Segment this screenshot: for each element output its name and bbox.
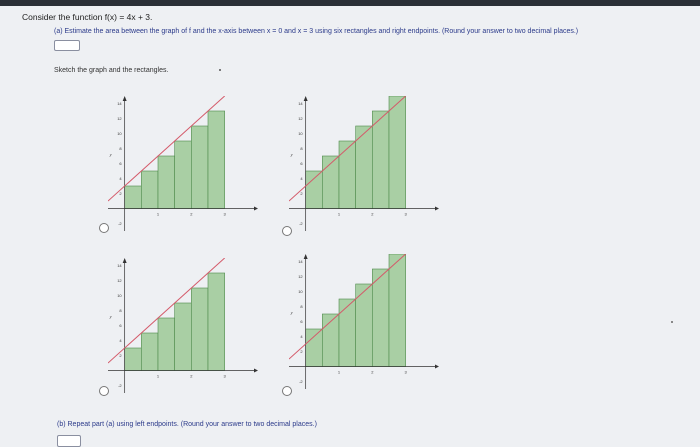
question-intro: Consider the function f(x) = 4x + 3. [22, 12, 153, 22]
x-tick-label: 3 [404, 369, 407, 375]
y-tick-label: 6 [119, 323, 122, 328]
rectangle [141, 333, 158, 371]
y-tick-label: 6 [300, 319, 303, 324]
x-tick-label: 2 [190, 211, 193, 217]
y-tick-label: 2 [300, 191, 303, 196]
y-tick-label: 10 [298, 289, 303, 294]
y-tick-label: -2 [299, 379, 303, 384]
y-tick-label: 14 [117, 263, 122, 268]
x-tick-label: 1 [156, 373, 160, 379]
y-tick-label: 4 [300, 176, 303, 181]
question-part-a: (a) Estimate the area between the graph of f and the x-axis between x = 0 and x = 3 using six rectangles and right endpoints. (Round your answer to two decimal places.) [54, 28, 579, 35]
y-tick-label: 2 [300, 349, 303, 354]
part-a-answer-input[interactable] [54, 40, 80, 51]
x-axis-arrow [254, 207, 258, 211]
part-b-answer-input[interactable] [57, 435, 81, 447]
rectangle [191, 126, 208, 209]
y-tick-label: 2 [119, 191, 122, 196]
rectangle [141, 171, 158, 209]
rectangle [125, 348, 142, 371]
y-tick-label: 10 [117, 131, 122, 136]
rectangle [175, 141, 192, 209]
x-tick-label: 3 [223, 211, 226, 217]
rectangle [208, 273, 225, 371]
y-axis-arrow [304, 96, 308, 101]
y-tick-label: 14 [117, 101, 122, 106]
x-axis-arrow [435, 207, 439, 211]
x-tick-label: 1 [337, 369, 341, 375]
graph-option-4 [289, 254, 439, 389]
y-axis-label: y [290, 310, 293, 315]
cursor-dot [219, 69, 221, 71]
rectangle [339, 141, 356, 209]
y-axis-arrow [304, 254, 308, 259]
graph-option-2 [289, 96, 439, 231]
graph-option-3 [108, 258, 258, 393]
rectangle [372, 269, 389, 367]
x-axis-arrow [254, 369, 258, 373]
x-axis-arrow [435, 365, 439, 369]
y-tick-label: 14 [298, 259, 303, 264]
y-tick-label: 10 [117, 293, 122, 298]
x-tick-label: 3 [404, 211, 407, 217]
y-axis-arrow [123, 96, 127, 101]
x-tick-label: 3 [223, 373, 226, 379]
sketch-prompt: Sketch the graph and the rectangles. [54, 67, 169, 74]
rectangle [125, 186, 142, 209]
y-tick-label: 10 [298, 131, 303, 136]
x-tick-label: 2 [371, 369, 374, 375]
x-tick-label: 2 [371, 211, 374, 217]
y-tick-label: 12 [117, 278, 122, 283]
y-tick-label: 6 [119, 161, 122, 166]
y-axis-arrow [123, 258, 127, 263]
y-tick-label: 8 [300, 146, 303, 151]
y-tick-label: 8 [119, 146, 122, 151]
y-tick-label: 4 [300, 334, 303, 339]
rectangle [339, 299, 356, 367]
rectangle [158, 318, 175, 371]
y-tick-label: 4 [119, 176, 122, 181]
rectangle [389, 254, 406, 367]
rectangle [158, 156, 175, 209]
y-tick-label: 12 [298, 116, 303, 121]
y-tick-label: 14 [298, 101, 303, 106]
y-axis-label: y [109, 314, 112, 319]
rectangle [389, 96, 406, 209]
y-tick-label: 2 [119, 353, 122, 358]
y-tick-label: 4 [119, 338, 122, 343]
rectangle [372, 111, 389, 209]
y-axis-label: y [290, 152, 293, 157]
rectangle [306, 171, 323, 209]
x-tick-label: 1 [337, 211, 341, 217]
y-tick-label: 8 [300, 304, 303, 309]
x-tick-label: 2 [190, 373, 193, 379]
y-tick-label: 12 [298, 274, 303, 279]
stray-dot [671, 321, 673, 323]
browser-top-bar [0, 0, 700, 6]
y-tick-label: -2 [118, 383, 122, 388]
graph-option-1 [108, 96, 258, 231]
rectangle [306, 329, 323, 367]
y-tick-label: 8 [119, 308, 122, 313]
x-tick-label: 1 [156, 211, 160, 217]
y-tick-label: -2 [118, 221, 122, 226]
y-tick-label: 6 [300, 161, 303, 166]
rectangle [175, 303, 192, 371]
rectangle [208, 111, 225, 209]
y-axis-label: y [109, 152, 112, 157]
y-tick-label: 12 [117, 116, 122, 121]
y-tick-label: -2 [299, 221, 303, 226]
question-part-b: (b) Repeat part (a) using left endpoints. (Round your answer to two decimal places.) [57, 421, 317, 428]
rectangle [191, 288, 208, 371]
